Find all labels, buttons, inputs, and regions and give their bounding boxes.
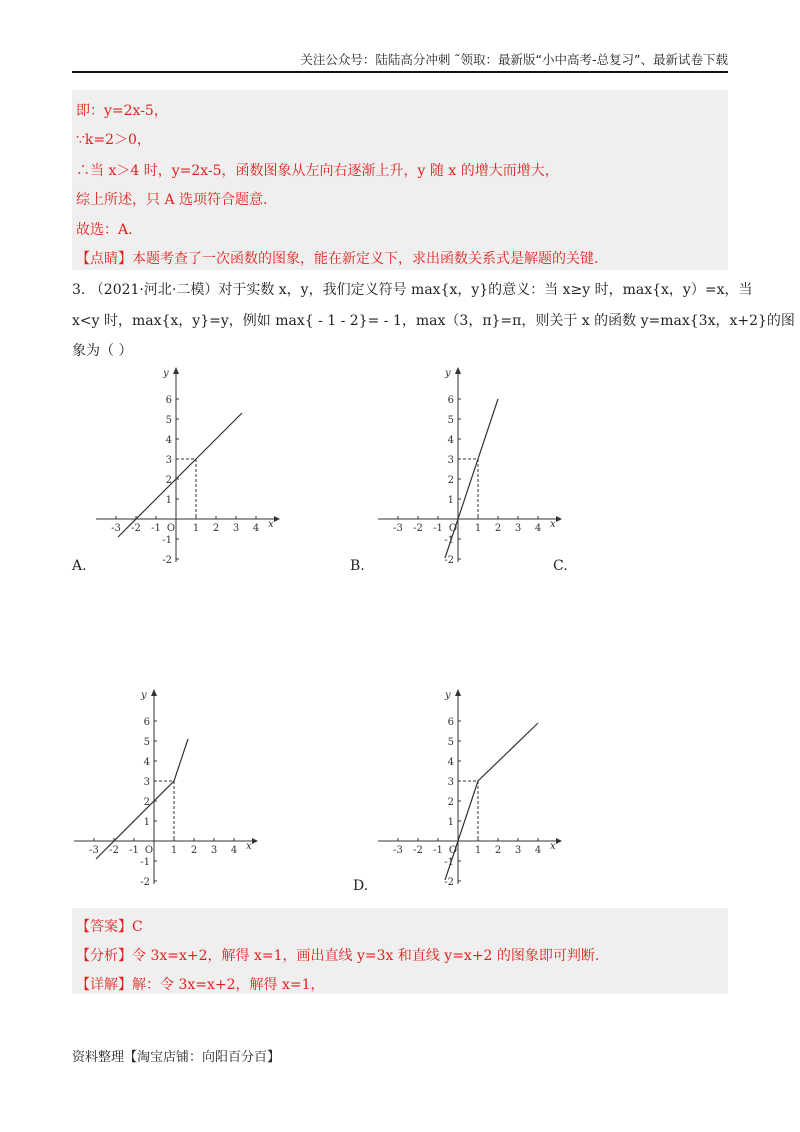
x-tick-label: O <box>144 845 154 856</box>
x-tick-label: O <box>448 845 458 856</box>
header-rule <box>72 71 728 73</box>
x-axis-arrow <box>556 516 562 522</box>
choice-d-label: D. <box>353 878 369 894</box>
y-tick-label: 3 <box>447 777 454 788</box>
solution-line-3: ∴当 x＞4 时，y=2x-5，函数图象从左向右逐渐上升，y 随 x 的增大而增大， <box>76 163 559 179</box>
x-tick-label: 3 <box>514 845 522 856</box>
graph-c-svg <box>66 684 266 889</box>
x-tick-label: 4 <box>534 845 542 856</box>
x-axis-arrow <box>556 838 562 844</box>
x-tick-label: -2 <box>109 845 119 856</box>
x-tick-label: -3 <box>393 523 403 534</box>
graph-d <box>370 684 570 889</box>
y-tick-label: 5 <box>447 415 454 426</box>
question-line-1: 3. （2021·河北·二模）对于实数 x，y，我们定义符号 max{x，y}的意义：当 x≥y 时，max{x，y）=x，当 <box>72 282 753 298</box>
y-tick-label: 3 <box>447 455 454 466</box>
x-tick-label: 4 <box>534 523 542 534</box>
y-axis-arrow <box>151 689 157 696</box>
x-tick-label: 2 <box>190 845 198 856</box>
x-tick-label: 4 <box>230 845 238 856</box>
y-tick-label: 5 <box>143 737 150 748</box>
y-tick-label: 3 <box>143 777 150 788</box>
y-tick-label: 4 <box>165 435 172 446</box>
y-axis-label: y <box>445 368 451 379</box>
solution-line-1: 即：y=2x-5， <box>76 103 168 119</box>
y-tick-label: -2 <box>444 877 454 888</box>
y-axis-arrow <box>455 689 461 696</box>
page-footer: 资料整理【淘宝店铺：向阳百分百】 <box>72 1050 281 1065</box>
question-line-2: x<y 时，max{x，y}=y，例如 max{ - 1 - 2}= - 1，max（3，π}=π，则关于 x 的函数 y=max{3x，x+2}的图 <box>72 313 795 329</box>
answer-line-1: 【答案】C <box>76 919 143 935</box>
y-tick-label: 1 <box>143 817 150 828</box>
x-axis-arrow <box>252 838 258 844</box>
choice-b-label: B. <box>350 558 365 574</box>
y-axis-label: y <box>163 368 169 379</box>
solution-line-6: 【点睛】本题考查了一次函数的图象，能在新定义下，求出函数关系式是解题的关键. <box>76 251 599 267</box>
y-tick-label: -2 <box>444 555 454 566</box>
choice-a-label: A. <box>72 558 87 574</box>
x-tick-label: 2 <box>494 523 502 534</box>
x-tick-label: 4 <box>252 523 260 534</box>
x-tick-label: -3 <box>111 523 121 534</box>
x-tick-label: O <box>166 523 176 534</box>
x-tick-label: -2 <box>413 845 423 856</box>
y-tick-label: 1 <box>447 495 454 506</box>
x-tick-label: 1 <box>474 523 482 534</box>
x-tick-label: 1 <box>474 845 482 856</box>
answer-line-3: 【详解】解：令 3x=x+2，解得 x=1， <box>76 977 325 993</box>
x-tick-label: -1 <box>433 523 443 534</box>
y-tick-label: 2 <box>165 475 172 486</box>
x-tick-label: 2 <box>494 845 502 856</box>
x-tick-label: 1 <box>170 845 178 856</box>
x-axis-label: x <box>550 841 556 852</box>
y-tick-label: 4 <box>447 757 454 768</box>
x-axis-label: x <box>550 519 556 530</box>
y-tick-label: -1 <box>444 535 454 546</box>
x-tick-label: -1 <box>129 845 139 856</box>
x-tick-label: 2 <box>212 523 220 534</box>
x-tick-label: O <box>448 523 458 534</box>
y-axis-label: y <box>141 690 147 701</box>
y-tick-label: 6 <box>143 717 150 728</box>
y-tick-label: 4 <box>143 757 150 768</box>
y-tick-label: -1 <box>162 535 172 546</box>
y-tick-label: 6 <box>165 395 172 406</box>
x-tick-label: -3 <box>393 845 403 856</box>
x-axis-label: x <box>268 519 274 530</box>
choice-c-label: C. <box>553 558 568 574</box>
y-tick-label: 6 <box>447 717 454 728</box>
answer-line-2: 【分析】令 3x=x+2，解得 x=1，画出直线 y=3x 和直线 y=x+2 的图象即可判断. <box>76 948 600 964</box>
x-tick-label: -1 <box>433 845 443 856</box>
graph-b <box>370 362 570 567</box>
x-tick-label: -1 <box>151 523 161 534</box>
graph-a-svg <box>88 362 288 567</box>
y-tick-label: -2 <box>162 555 172 566</box>
y-tick-label: 2 <box>447 797 454 808</box>
y-tick-label: 5 <box>165 415 172 426</box>
y-tick-label: -1 <box>444 857 454 868</box>
y-axis-label: y <box>445 690 451 701</box>
page-header: 关注公众号：陆陆高分冲刺 ˜领取：最新版“小中高考-总复习”、最新试卷下载 <box>300 52 728 67</box>
x-tick-label: -3 <box>89 845 99 856</box>
solution-line-2: ∵k=2＞0， <box>76 132 151 148</box>
y-tick-label: 5 <box>447 737 454 748</box>
x-axis-arrow <box>274 516 280 522</box>
question-line-3: 象为（ ） <box>72 343 133 359</box>
y-tick-label: 2 <box>447 475 454 486</box>
y-tick-label: 6 <box>447 395 454 406</box>
graph-b-svg <box>370 362 570 567</box>
x-tick-label: 3 <box>232 523 240 534</box>
y-tick-label: -2 <box>140 877 150 888</box>
x-tick-label: 3 <box>210 845 218 856</box>
prev-solution-block <box>72 90 728 270</box>
y-tick-label: 1 <box>447 817 454 828</box>
x-tick-label: 3 <box>514 523 522 534</box>
function-line <box>118 413 242 537</box>
solution-line-5: 故选：A. <box>76 222 133 238</box>
y-tick-label: -1 <box>140 857 150 868</box>
x-tick-label: 1 <box>192 523 200 534</box>
solution-line-4: 综上所述，只 A 选项符合题意. <box>76 192 268 208</box>
y-tick-label: 3 <box>165 455 172 466</box>
y-axis-arrow <box>173 367 179 374</box>
y-tick-label: 2 <box>143 797 150 808</box>
y-tick-label: 4 <box>447 435 454 446</box>
graph-c <box>66 684 266 889</box>
x-axis-label: x <box>246 841 252 852</box>
graph-d-svg <box>370 684 570 889</box>
graph-a <box>88 362 288 567</box>
y-tick-label: 1 <box>165 495 172 506</box>
x-tick-label: -2 <box>131 523 141 534</box>
x-tick-label: -2 <box>413 523 423 534</box>
y-axis-arrow <box>455 367 461 374</box>
